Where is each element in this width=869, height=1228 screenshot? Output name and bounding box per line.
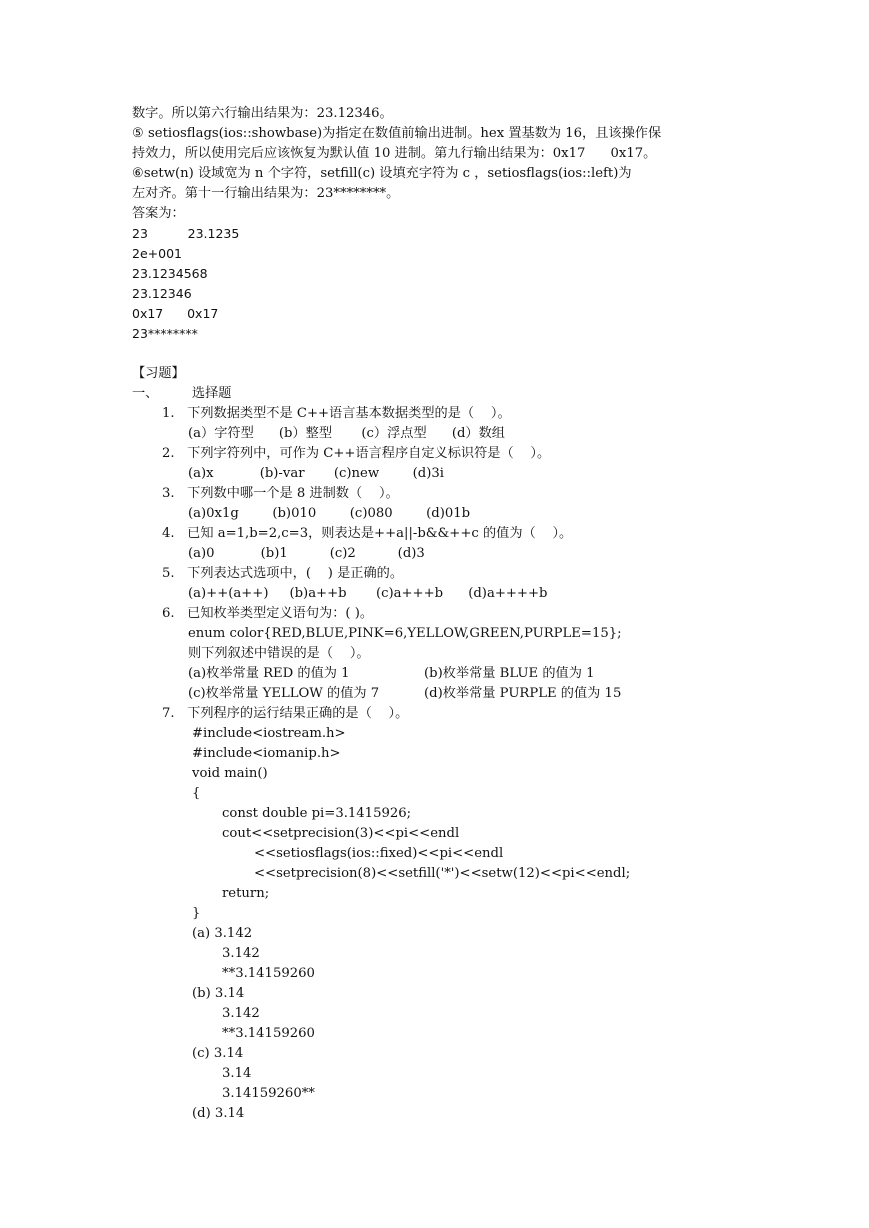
question-options: (a)0x1g (b)010 (c)080 (d)01b [188, 506, 471, 521]
code-line: #include<iostream.h> [192, 726, 346, 741]
text-line: ⑥setw(n) 设域宽为 n 个字符，setfill(c) 设填充字符为 c ，setiosflags(ios::left)为 [132, 166, 632, 181]
answer-line: 23 23.1235 [132, 226, 240, 241]
question-5: 5. 下列表达式选项中，( ) 是正确的。 [162, 566, 404, 581]
question-1: 1. 下列数据类型不是 C++语言基本数据类型的是（ ）。 [162, 406, 511, 421]
code-line: } [192, 906, 201, 921]
answer-option-d: (d) 3.14 [192, 1106, 245, 1121]
code-line: void main() [192, 766, 268, 781]
question-options: (a)++(a++) (b)a++b (c)a+++b (d)a++++b [188, 586, 548, 601]
option-a: (a)枚举常量 RED 的值为 1 [188, 666, 350, 681]
question-3: 3. 下列数中哪一个是 8 进制数（ ）。 [162, 486, 399, 501]
code-line: <<setiosflags(ios::fixed)<<pi<<endl [254, 846, 504, 861]
question-7: 7. 下列程序的运行结果正确的是（ ）。 [162, 706, 409, 721]
text-line: 左对齐。第十一行输出结果为：23********。 [132, 186, 400, 201]
text-line: 数字。所以第六行输出结果为：23.12346。 [132, 106, 393, 121]
question-4: 4. 已知 a=1,b=2,c=3，则表达是++a||-b&&++c 的值为（ ）。 [162, 526, 573, 541]
option-b: (b)枚举常量 BLUE 的值为 1 [424, 666, 595, 681]
question-options: (a)x (b)-var (c)new (d)3i [188, 466, 444, 481]
code-line: const double pi=3.1415926; [222, 806, 412, 821]
answer-output: 3.14 [222, 1066, 252, 1081]
answer-line: 0x17 0x17 [132, 306, 219, 321]
answer-option-c: (c) 3.14 [192, 1046, 244, 1061]
answer-output: 3.142 [222, 946, 260, 961]
answer-line: 23******** [132, 326, 198, 341]
question-2: 2. 下列字符列中，可作为 C++语言程序自定义标识符是（ ）。 [162, 446, 551, 461]
code-line: return; [222, 886, 270, 901]
question-6: 6. 已知枚举类型定义语句为：( )。 [162, 606, 374, 621]
answer-line: 23.12346 [132, 286, 192, 301]
answer-output: 3.14159260** [222, 1086, 315, 1101]
code-line: <<setprecision(8)<<setfill('*')<<setw(12)<<pi<<endl; [254, 866, 631, 881]
code-line: #include<iomanip.h> [192, 746, 341, 761]
code-line: cout<<setprecision(3)<<pi<<endl [222, 826, 460, 841]
question-text: 则下列叙述中错误的是（ ）。 [188, 646, 370, 661]
section-title: 【习题】 [132, 366, 185, 381]
code-line: { [192, 786, 201, 801]
answer-output: 3.142 [222, 1006, 260, 1021]
answer-heading: 答案为： [132, 206, 185, 221]
question-options: (a）字符型 (b）整型 (c）浮点型 (d）数组 [188, 426, 505, 441]
code-line: enum color{RED,BLUE,PINK=6,YELLOW,GREEN,PURPLE=15}; [188, 626, 622, 641]
answer-output: **3.14159260 [222, 1026, 315, 1041]
option-d: (d)枚举常量 PURPLE 的值为 15 [424, 686, 622, 701]
answer-output: **3.14159260 [222, 966, 315, 981]
answer-option-a: (a) 3.142 [192, 926, 253, 941]
answer-option-b: (b) 3.14 [192, 986, 245, 1001]
answer-line: 2e+001 [132, 246, 182, 261]
section-subtitle: 一、 选择题 [132, 386, 232, 401]
option-c: (c)枚举常量 YELLOW 的值为 7 [188, 686, 380, 701]
question-options: (a)0 (b)1 (c)2 (d)3 [188, 546, 425, 561]
answer-line: 23.1234568 [132, 266, 208, 281]
text-line: ⑤ setiosflags(ios::showbase)为指定在数值前输出进制。hex 置基数为 16，且该操作保 [132, 126, 662, 141]
text-line: 持效力，所以使用完后应该恢复为默认值 10 进制。第九行输出结果为：0x17 0x17。 [132, 146, 657, 161]
